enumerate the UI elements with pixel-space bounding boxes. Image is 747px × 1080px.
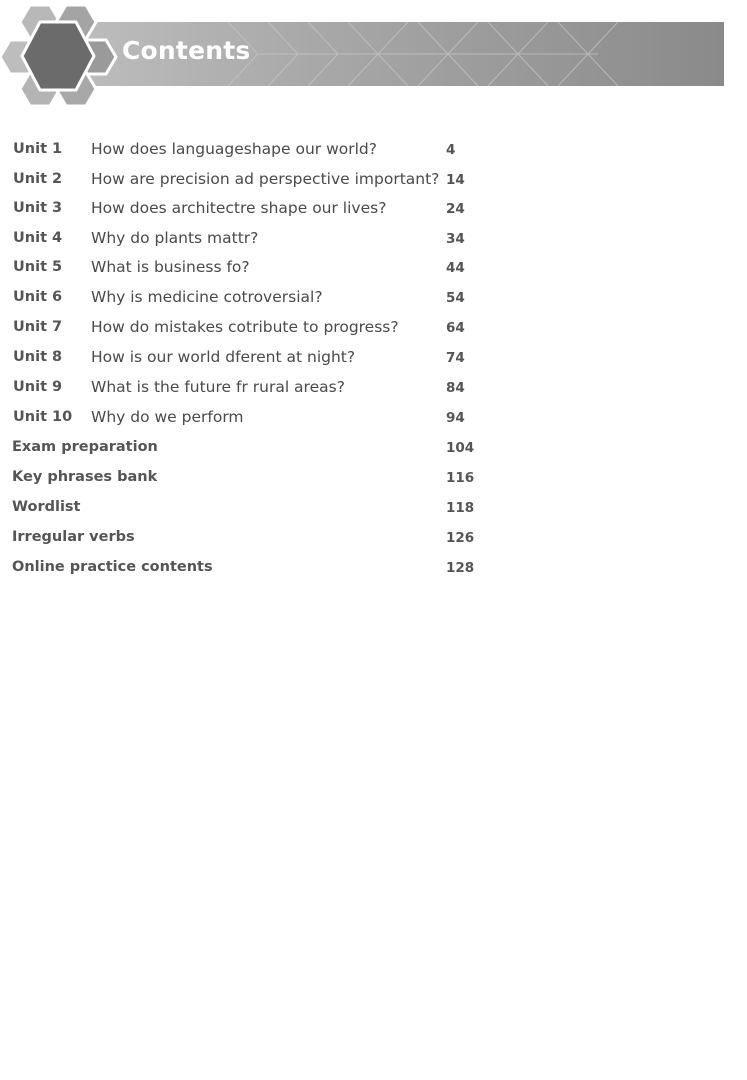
section-label: Wordlist xyxy=(12,499,81,515)
toc-row-online-practice-contents[interactable] xyxy=(0,556,747,580)
unit-label: Unit 10 xyxy=(13,409,73,425)
section-label: Online practice contents xyxy=(12,559,213,575)
unit-label: Unit 7 xyxy=(13,319,63,335)
unit-label: Unit 9 xyxy=(13,379,63,395)
unit-question: How are precision ad perspective important? xyxy=(91,170,440,188)
unit-label: Unit 5 xyxy=(13,259,63,275)
page-title: Contents xyxy=(122,36,251,65)
unit-question: How does languageshape our world? xyxy=(91,140,377,158)
page-number: 64 xyxy=(446,320,465,336)
unit-question: How do mistakes cotribute to progress? xyxy=(91,318,399,336)
section-label: Key phrases bank xyxy=(12,469,158,485)
unit-label: Unit 3 xyxy=(13,200,63,216)
toc-row-exam-preparation[interactable] xyxy=(0,436,747,460)
unit-question: Why do we perform xyxy=(91,408,244,426)
page-number: 4 xyxy=(446,142,456,158)
page-number: 116 xyxy=(446,470,475,486)
page-number: 128 xyxy=(446,560,475,576)
page-number: 44 xyxy=(446,260,465,276)
unit-question: How does architectre shape our lives? xyxy=(91,199,387,217)
toc-row-wordlist[interactable] xyxy=(0,496,747,520)
contents-header xyxy=(0,0,747,110)
toc-row-unit-1[interactable] xyxy=(0,138,747,162)
page-number: 24 xyxy=(446,201,465,217)
hexagon-logo-icon xyxy=(0,0,120,110)
unit-label: Unit 4 xyxy=(13,230,63,246)
toc-row-unit-8[interactable] xyxy=(0,346,747,370)
toc-row-unit-9[interactable] xyxy=(0,376,747,400)
toc-row-unit-2[interactable] xyxy=(0,168,747,192)
unit-label: Unit 2 xyxy=(13,171,63,187)
unit-question: What is the future fr rural areas? xyxy=(91,378,345,396)
unit-question: Why do plants mattr? xyxy=(91,229,259,247)
page-number: 104 xyxy=(446,440,475,456)
unit-label: Unit 6 xyxy=(13,289,63,305)
toc-row-unit-10[interactable] xyxy=(0,406,747,430)
toc-row-unit-7[interactable] xyxy=(0,316,747,340)
toc-row-irregular-verbs[interactable] xyxy=(0,526,747,550)
page-number: 126 xyxy=(446,530,475,546)
unit-question: Why is medicine cotroversial? xyxy=(91,288,323,306)
unit-question: What is business fo? xyxy=(91,258,250,276)
unit-question: How is our world dferent at night? xyxy=(91,348,356,366)
toc-row-unit-3[interactable] xyxy=(0,197,747,221)
toc-row-unit-4[interactable] xyxy=(0,227,747,251)
toc-row-key-phrases-bank[interactable] xyxy=(0,466,747,490)
page-number: 118 xyxy=(446,500,475,516)
page-number: 34 xyxy=(446,231,465,247)
section-label: Exam preparation xyxy=(12,439,158,455)
page-number: 84 xyxy=(446,380,465,396)
unit-label: Unit 8 xyxy=(13,349,63,365)
page-number: 74 xyxy=(446,350,465,366)
toc-row-unit-6[interactable] xyxy=(0,286,747,310)
section-label: Irregular verbs xyxy=(12,529,135,545)
unit-label: Unit 1 xyxy=(13,141,63,157)
page-number: 54 xyxy=(446,290,465,306)
page-number: 14 xyxy=(446,172,465,188)
toc-row-unit-5[interactable] xyxy=(0,256,747,280)
page-number: 94 xyxy=(446,410,465,426)
